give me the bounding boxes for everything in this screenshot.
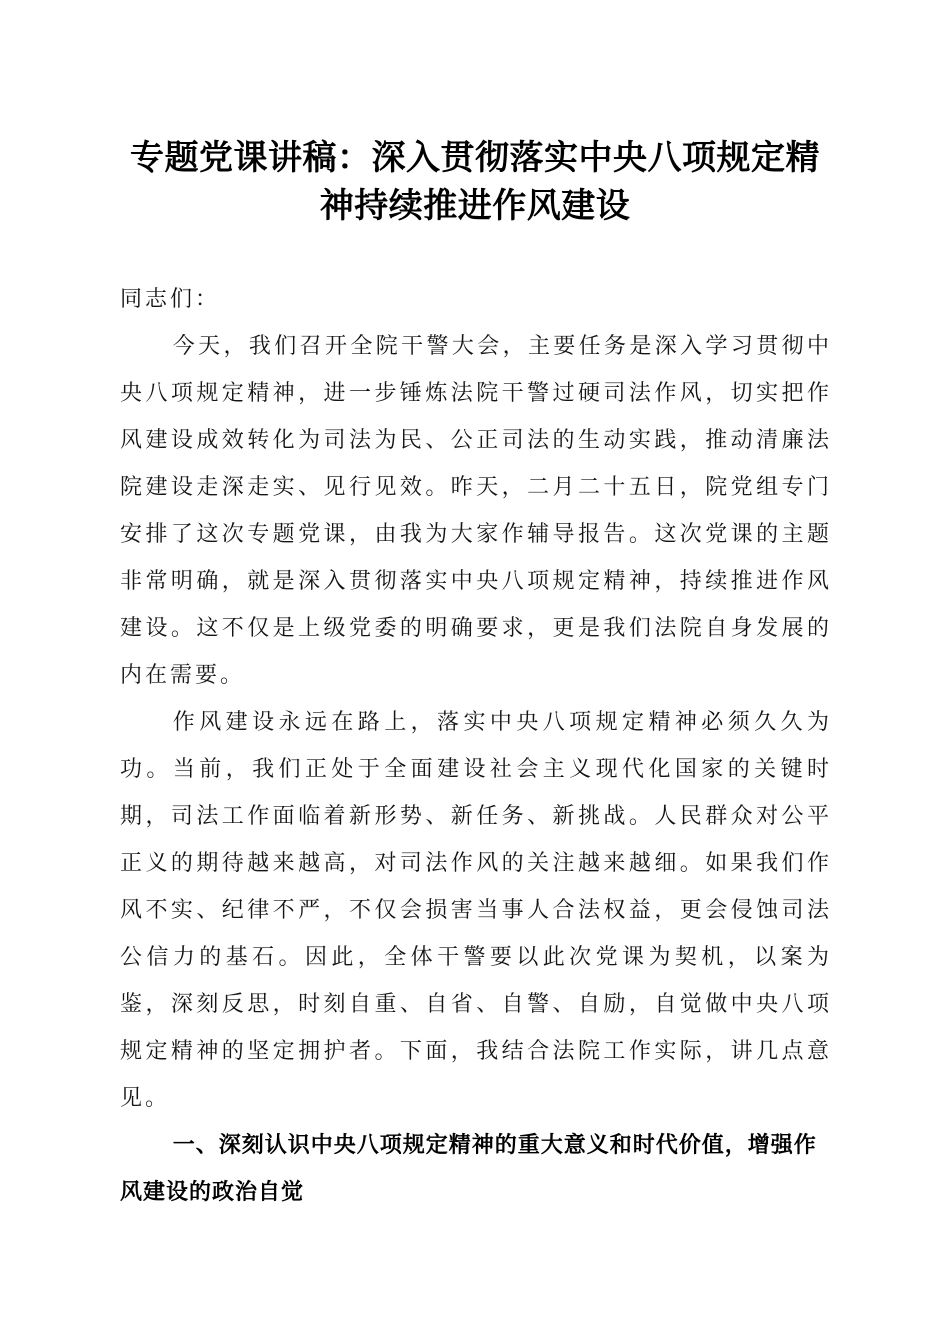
title-line-2: 神持续推进作风建设 — [319, 186, 631, 226]
section-heading-1: 一、深刻认识中央八项规定精神的重大意义和时代价值，增强作风建设的政治自觉 — [120, 1133, 817, 1205]
salutation: 同志们： — [120, 287, 221, 312]
document-body — [120, 276, 832, 1216]
paragraph-2: 作风建设永远在路上，落实中央八项规定精神必须久久为功。当前，我们正处于全面建设社会主义现代化国家的关键时期，司法工作面临着新形势、新任务、新挑战。人民群众对公平正义的期待越来越高，对司法作风的关注越来越细。如果我们作风不实、纪律不严，不仅会损害当事人合法权益，更会侵蚀司法公信力的基石。因此，全体干警要以此次党课为契机，以案为鉴，深刻反思，时刻自重、自省、自警、自励，自觉做中央八项规定精神的坚定拥护者。下面，我结合法院工作实际，讲几点意见。 — [120, 710, 832, 1111]
title-line-1: 专题党课讲稿：深入贯彻落实中央八项规定精 — [130, 138, 820, 178]
document-title — [100, 134, 850, 230]
paragraph-1: 今天，我们召开全院干警大会，主要任务是深入学习贯彻中央八项规定精神，进一步锤炼法院干警过硬司法作风，切实把作风建设成效转化为司法为民、公正司法的生动实践，推动清廉法院建设走深走实、见行见效。昨天，二月二十五日，院党组专门安排了这次专题党课，由我为大家作辅导报告。这次党课的主题非常明确，就是深入贯彻落实中央八项规定精神，持续推进作风建设。这不仅是上级党委的明确要求，更是我们法院自身发展的内在需要。 — [120, 334, 832, 688]
